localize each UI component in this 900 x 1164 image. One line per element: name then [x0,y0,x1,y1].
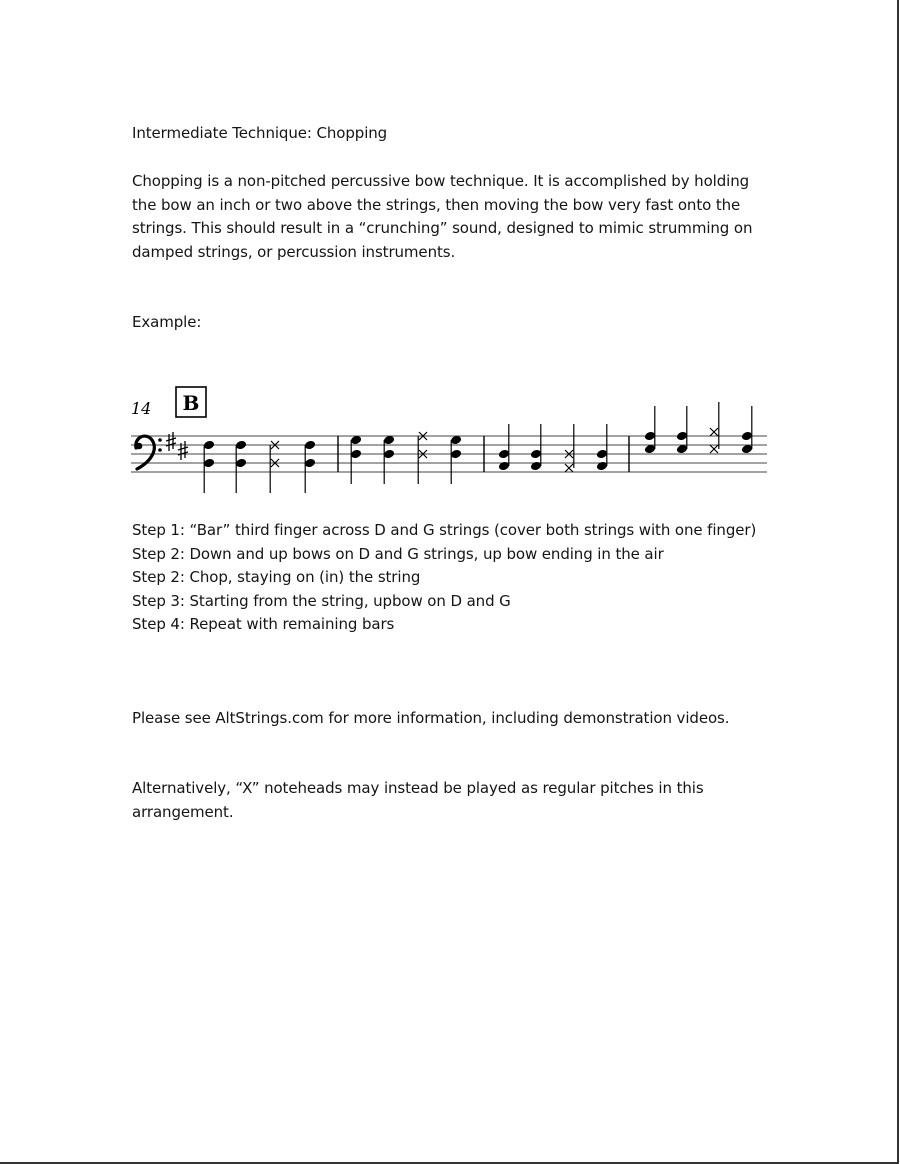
music-example [0,0,900,500]
bass-clef-icon [136,436,162,469]
step-item: Step 2: Down and up bows on D and G strings, up bow ending in the air [132,544,664,563]
note-group [203,402,753,493]
step-item: Step 1: “Bar” third finger across D and G strings (cover both strings with one finger) [132,521,757,539]
rehearsal-mark: B [182,391,200,415]
alternative-paragraph: Alternatively, “X” noteheads may instead be played as regular pitches in this arrangement. [132,779,704,821]
intro-paragraph: Chopping is a non-pitched percussive bow technique. It is accomplished by holding the bow an inch or two above the strings, then moving the bow very fast onto the strings. This should result in a “crunching” sound, designed to mimic strumming on damped strings, or percussion instruments. [132,172,753,261]
step-item: Step 2: Chop, staying on (in) the string [132,568,421,586]
steps-list [132,519,772,637]
x-notehead [710,428,718,436]
measure-number: 14 [131,399,152,418]
info-paragraph: Please see AltStrings.com for more information, including demonstration videos. [132,709,730,727]
staff-lines [131,436,767,472]
step-item: Step 3: Starting from the string, upbow on D and G [132,591,511,610]
example-label: Example: [132,313,202,331]
x-notehead [710,445,718,453]
page-heading: Intermediate Technique: Chopping [132,124,388,142]
step-item: Step 4: Repeat with remaining bars [132,615,395,633]
x-notehead [565,464,573,472]
